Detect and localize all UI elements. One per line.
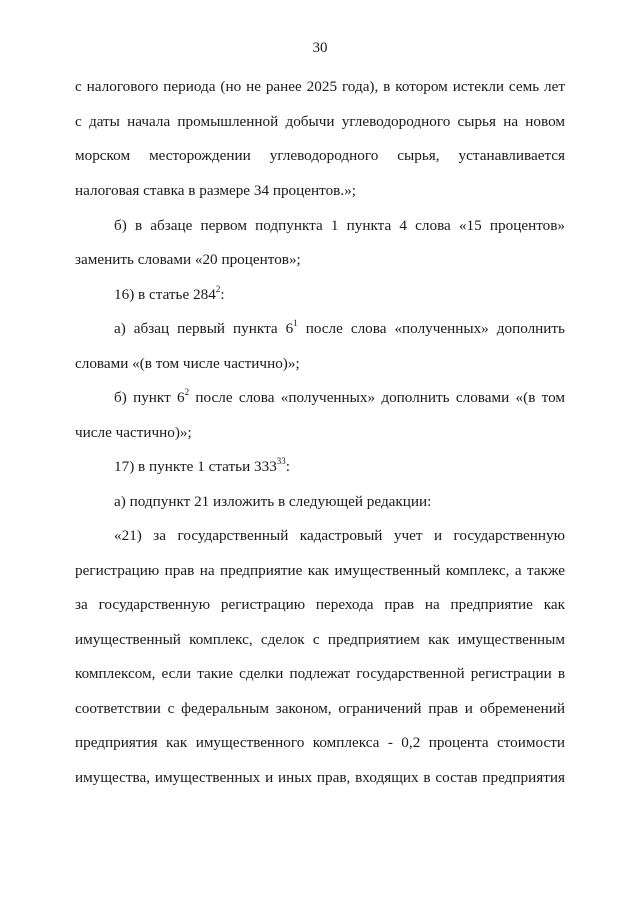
superscript: 2	[184, 386, 190, 397]
text-fragment: после слова «полученных» дополнить	[297, 320, 565, 337]
text-fragment: а) абзац первый пункта 6	[114, 320, 294, 337]
page-number: 30	[312, 40, 328, 56]
text-line: регистрацию прав на предприятие как имущественный комплекс, а также	[75, 562, 565, 579]
text-line: имущества, имущественных и иных прав, входящих в состав предприятия	[75, 769, 565, 786]
text-line	[114, 457, 565, 477]
text-line: заменить словами «20 процентов»;	[75, 251, 301, 268]
text-line	[114, 285, 565, 305]
text-line	[114, 319, 565, 339]
text-line: с налогового периода (но не ранее 2025 года), в котором истекли семь лет	[75, 78, 565, 95]
text-line: комплексом, если такие сделки подлежат государственной регистрации в	[75, 665, 565, 682]
text-line: имущественный комплекс, сделок с предприятием как имущественным	[75, 631, 565, 648]
text-line: с даты начала промышленной добычи углеводородного сырья на новом	[75, 113, 565, 130]
text-fragment: б) пункт 6	[114, 389, 185, 406]
text-line: предприятия как имущественного комплекса - 0,2 процента стоимости	[75, 734, 565, 751]
text-fragment: 17) в пункте 1 статьи 333	[114, 458, 277, 475]
text-fragment: :	[285, 458, 291, 475]
text-line: б) в абзаце первом подпункта 1 пункта 4 слова «15 процентов»	[114, 217, 565, 234]
text-fragment: :	[220, 286, 225, 303]
text-line: «21) за государственный кадастровый учет и государственную	[114, 527, 565, 544]
text-line: морском месторождении углеводородного сырья, устанавливается	[75, 147, 565, 164]
text-line: числе частично)»;	[75, 424, 192, 441]
text-line	[114, 388, 565, 408]
text-line: за государственную регистрацию перехода прав на предприятие как	[75, 596, 565, 613]
text-line: словами «(в том числе частично)»;	[75, 355, 300, 372]
text-fragment: 16) в статье 284	[114, 286, 216, 303]
text-line: налоговая ставка в размере 34 процентов.»;	[75, 182, 356, 199]
superscript: 33	[276, 455, 286, 466]
superscript: 2	[215, 283, 221, 294]
text-line: соответствии с федеральным законом, ограничений прав и обременений	[75, 700, 565, 717]
text-fragment: после слова «полученных» дополнить словами «(в том	[189, 389, 565, 406]
text-line: а) подпункт 21 изложить в следующей редакции:	[114, 493, 432, 510]
superscript: 1	[293, 317, 298, 328]
